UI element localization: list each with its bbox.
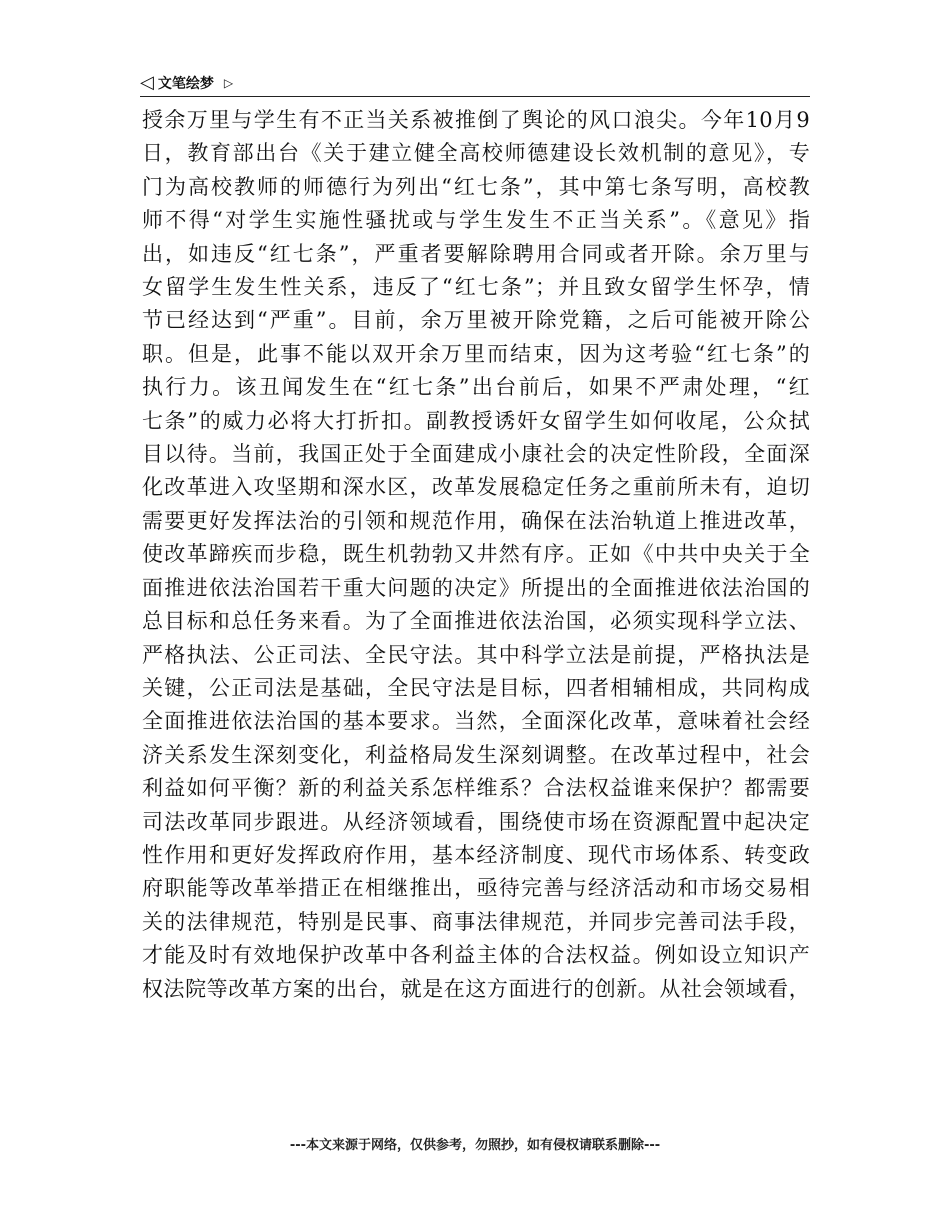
text-line: 目以待。当前，我国正处于全面建成小康社会的决定性阶段，全面深 — [142, 442, 810, 467]
text-line: 关的法律规范，特别是民事、商事法律规范，并同步完善司法手段， — [142, 909, 810, 934]
text-line: 出，如违反“红七条”，严重者要解除聘用合同或者开除。余万里与 — [142, 241, 810, 266]
text-line: 利益如何平衡？新的利益关系怎样维系？合法权益谁来保护？都需要 — [142, 776, 810, 801]
text-line: 执行力。该丑闻发生在“红七条”出台前后，如果不严肃处理，“红 — [142, 375, 810, 400]
text-line: 才能及时有效地保护改革中各利益主体的合法权益。例如设立知识产 — [142, 943, 810, 968]
text-line: 需要更好发挥法治的引领和规范作用，确保在法治轨道上推进改革， — [142, 508, 810, 533]
text-line: 节已经达到“严重”。目前，余万里被开除党籍，之后可能被开除公 — [142, 308, 810, 333]
text-line: 面推进依法治国若干重大问题的决定》所提出的全面推进依法治国的 — [142, 575, 810, 600]
footer-notice: ---本文来源于网络，仅供参考，勿照抄，如有侵权请联系删除--- — [289, 1138, 661, 1153]
text-line: 职。但是，此事不能以双开余万里而结束，因为这考验“红七条”的 — [142, 341, 810, 366]
text-line: 关键，公正司法是基础，全民守法是目标，四者相辅相成，共同构成 — [142, 675, 810, 700]
text-line: 全面推进依法治国的基本要求。当然，全面深化改革，意味着社会经 — [142, 709, 810, 734]
text-line: 师不得“对学生实施性骚扰或与学生发生不正当关系”。《意见》指 — [142, 208, 810, 233]
left-triangle-icon: ◁ — [140, 72, 154, 93]
page-header — [140, 70, 810, 97]
text-line: 日，教育部出台《关于建立健全高校师德建设长效机制的意见》，专 — [142, 141, 810, 166]
text-line: 司法改革同步跟进。从经济领域看，围绕使市场在资源配置中起决定 — [142, 809, 810, 834]
header-title: 文笔绘梦 — [157, 76, 214, 92]
text-line: 使改革蹄疾而步稳，既生机勃勃又井然有序。正如《中共中央关于全 — [142, 542, 810, 567]
document-body — [142, 104, 810, 1006]
text-line: 性作用和更好发挥政府作用，基本经济制度、现代市场体系、转变政 — [142, 842, 810, 867]
text-line: 权法院等改革方案的出台，就是在这方面进行的创新。从社会领域看， — [142, 976, 810, 1001]
text-line: 女留学生发生性关系，违反了“红七条”；并且致女留学生怀孕，情 — [142, 275, 810, 300]
text-line: 府职能等改革举措正在相继推出，亟待完善与经济活动和市场交易相 — [142, 876, 810, 901]
right-triangle-icon: ▷ — [223, 76, 234, 90]
text-line: 济关系发生深刻变化，利益格局发生深刻调整。在改革过程中，社会 — [142, 742, 810, 767]
text-line: 化改革进入攻坚期和深水区，改革发展稳定任务之重前所未有，迫切 — [142, 475, 810, 500]
text-line: 授余万里与学生有不正当关系被推倒了舆论的风口浪尖。今年10月9 — [142, 108, 810, 132]
text-line: 七条”的威力必将大打折扣。副教授诱奸女留学生如何收尾，公众拭 — [142, 408, 810, 433]
text-line: 总目标和总任务来看。为了全面推进依法治国，必须实现科学立法、 — [142, 609, 810, 634]
text-line: 严格执法、公正司法、全民守法。其中科学立法是前提，严格执法是 — [142, 642, 810, 667]
text-line: 门为高校教师的师德行为列出“红七条”，其中第七条写明，高校教 — [142, 174, 810, 199]
